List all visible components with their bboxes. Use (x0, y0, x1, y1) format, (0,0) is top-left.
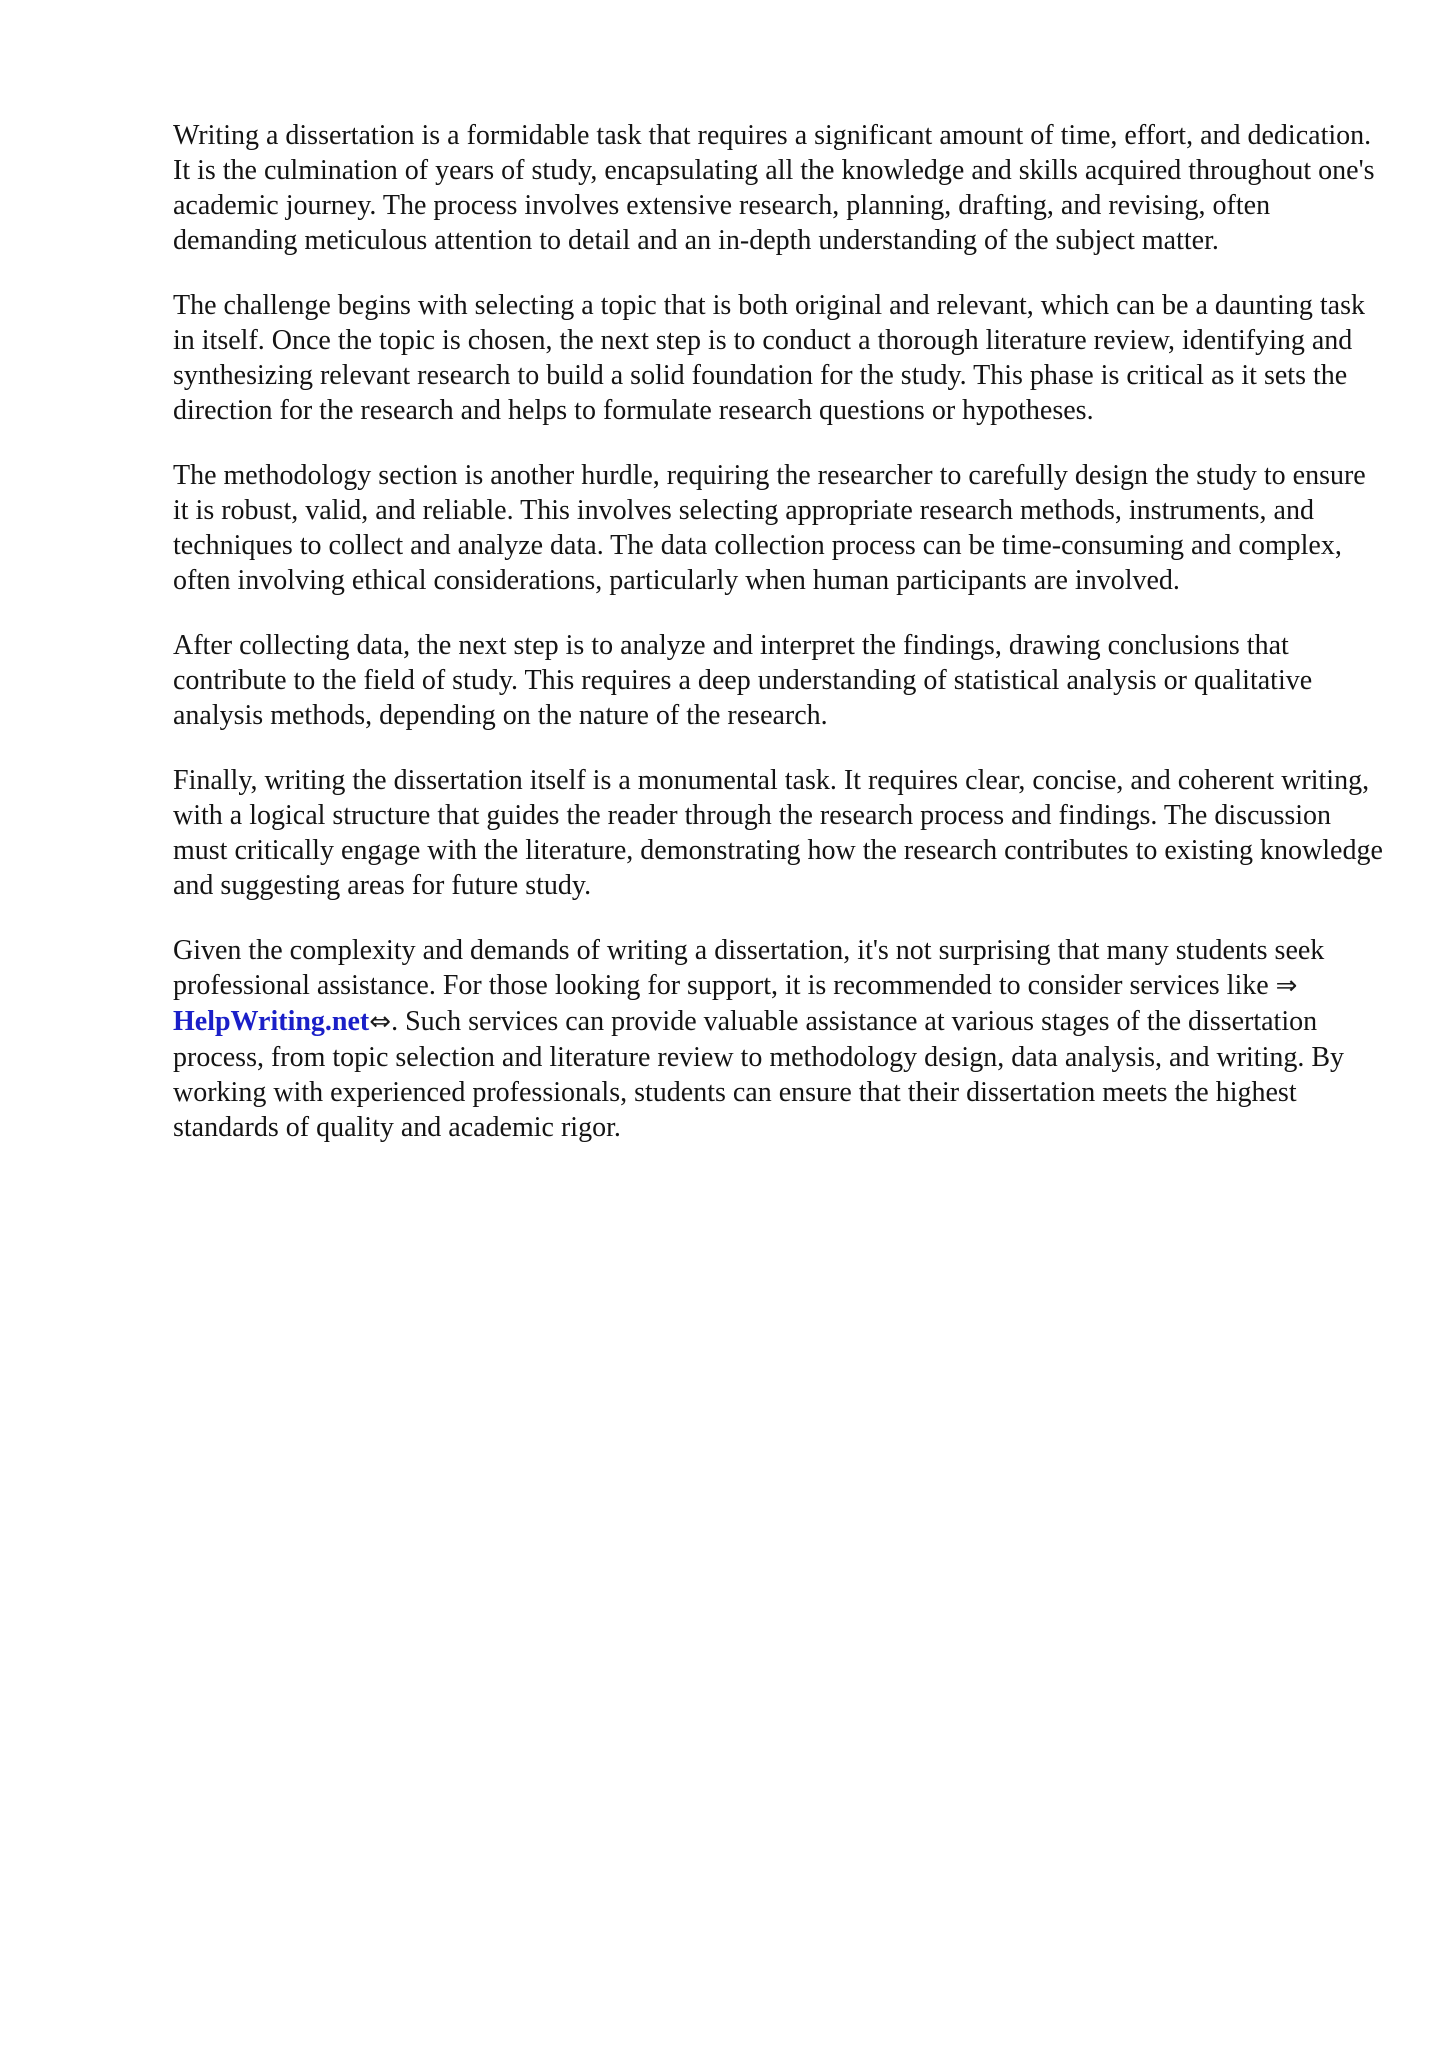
paragraph-intro: Writing a dissertation is a formidable task that requires a significant amount of time, effort, and dedication. It is the culmination of years of study, encapsulating all the knowledge and skills acquired throughout one's academic journey. The process involves extensive research, planning, drafting, and revising, often demanding meticulous attention to detail and an in-depth understanding of the subject matter. (173, 120, 1375, 256)
assistance-text-before: Given the complexity and demands of writing a dissertation, it's not surprising that many students seek professional assistance. For those looking for support, it is recommended to consider services like (173, 935, 1325, 1001)
assistance-text-after: . Such services can provide valuable assistance at various stages of the dissertation process, from topic selection and literature review to methodology design, data analysis, and writing. By working with experienced professionals, students can ensure that their dissertation meets the highest standards of quality and academic rigor. (173, 1006, 1345, 1143)
right-arrow-icon: ⇒ (1275, 971, 1298, 1001)
double-arrow-icon: ⇔ (369, 1007, 392, 1037)
paragraph-assistance (173, 933, 1385, 1145)
paragraph-writing: Finally, writing the dissertation itself is a monumental task. It requires clear, concise, and coherent writing, with a logical structure that guides the reader through the research process and findings. The discussion must critically engage with the literature, demonstrating how the research contributes to existing knowledge and suggesting areas for future study. (173, 765, 1383, 901)
document-body (173, 118, 1385, 1175)
paragraph-methodology: The methodology section is another hurdle, requiring the researcher to carefully design the study to ensure it is robust, valid, and reliable. This involves selecting appropriate research methods, instruments, and techniques to collect and analyze data. The data collection process can be time-consuming and complex, often involving ethical considerations, particularly when human participants are involved. (173, 460, 1366, 596)
paragraph-analysis: After collecting data, the next step is to analyze and interpret the findings, drawing conclusions that contribute to the field of study. This requires a deep understanding of statistical analysis or qualitative analysis methods, depending on the nature of the research. (173, 630, 1313, 731)
paragraph-topic-selection: The challenge begins with selecting a topic that is both original and relevant, which can be a daunting task in itself. Once the topic is chosen, the next step is to conduct a thorough literature review, identifying and synthesizing relevant research to build a solid foundation for the study. This phase is critical as it sets the direction for the research and helps to formulate research questions or hypotheses. (173, 290, 1365, 426)
helpwriting-link[interactable]: HelpWriting.net (173, 1006, 370, 1037)
